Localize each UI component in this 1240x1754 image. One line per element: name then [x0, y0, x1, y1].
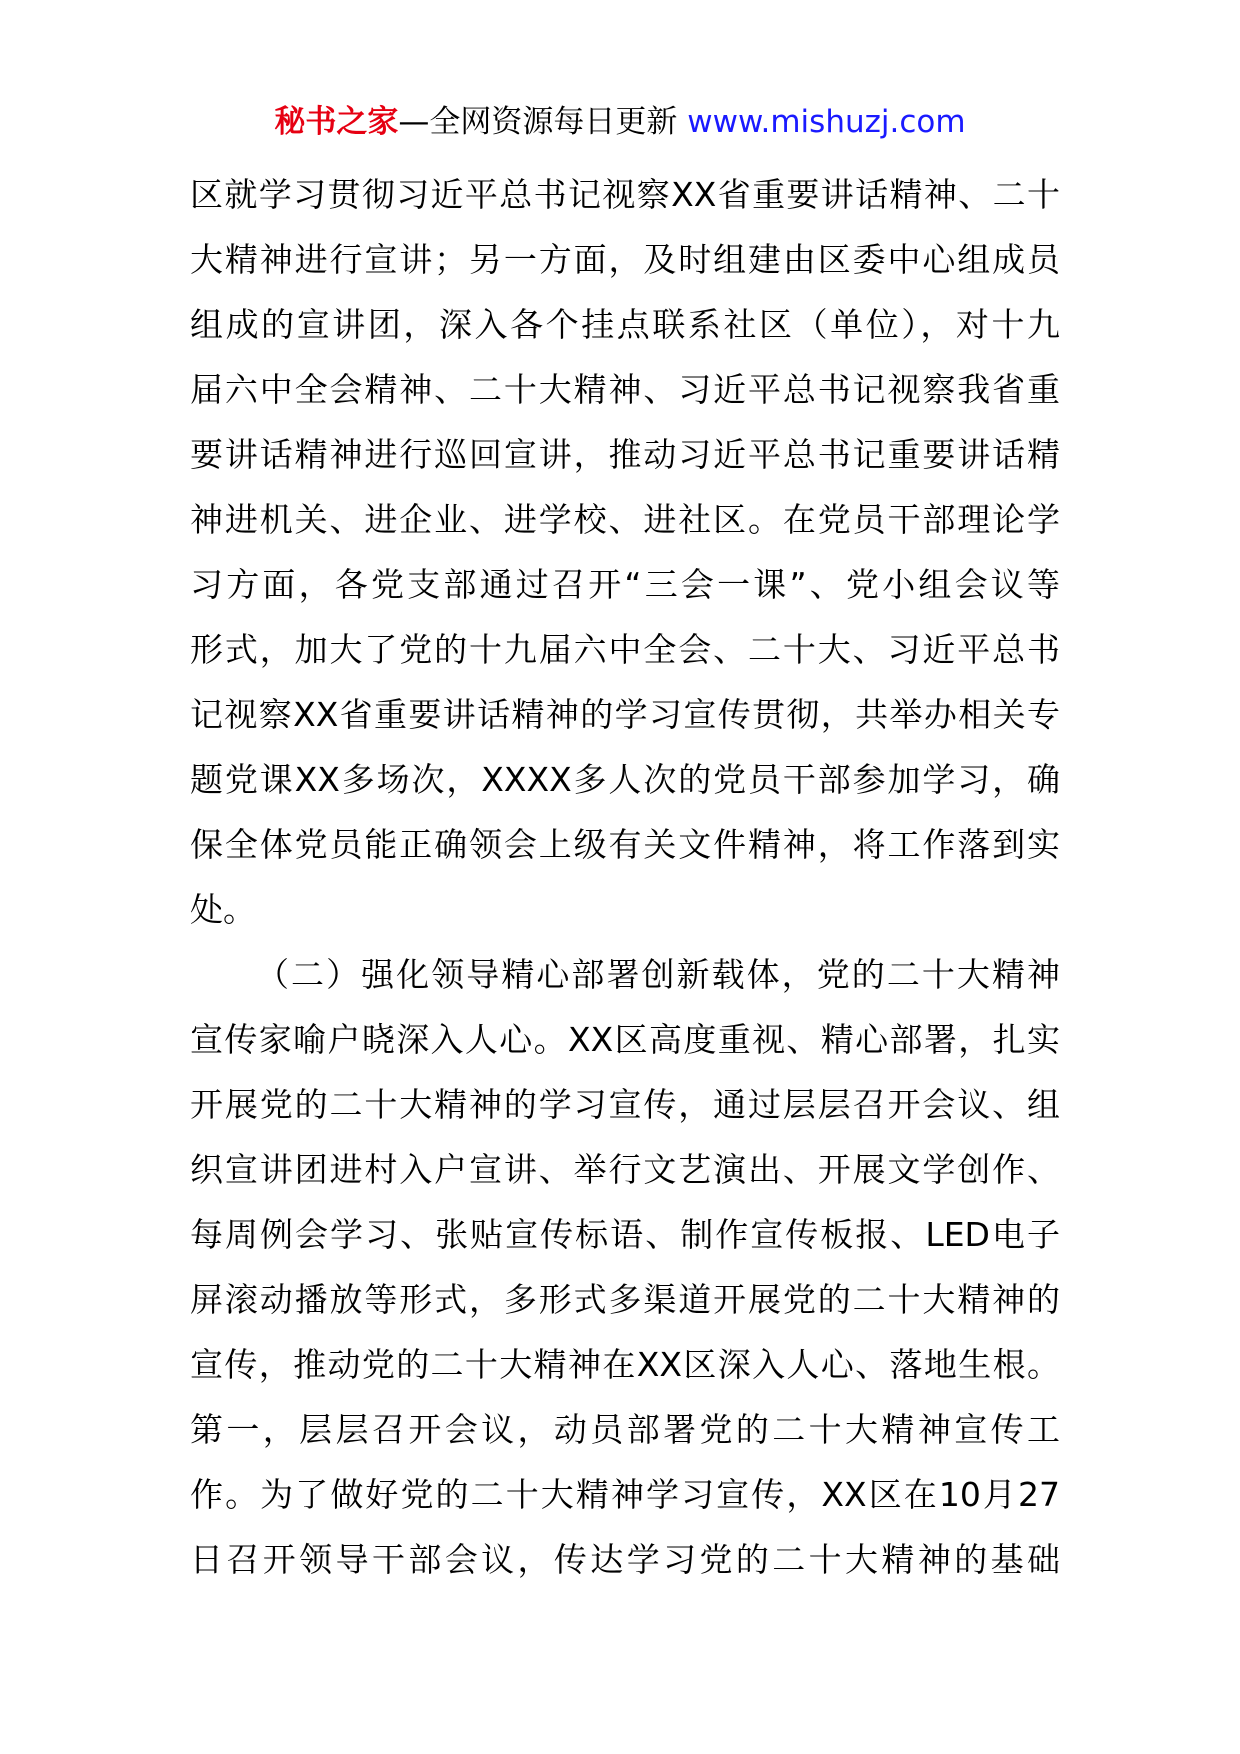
- text-line: 记视察XX省重要讲话精神的学习宣传贯彻，共举办相关专: [190, 695, 1060, 734]
- text-line: 屏滚动播放等形式，多形式多渠道开展党的二十大精神的: [190, 1280, 1060, 1319]
- header-tagline: —全网资源每日更新: [398, 104, 688, 140]
- text-line: 形式，加大了党的十九届六中全会、二十大、习近平总书: [190, 630, 1060, 669]
- page-header: [0, 100, 1240, 144]
- text-line: 题党课XX多场次，XXXX多人次的党员干部参加学习，确: [190, 760, 1060, 799]
- text-line: 要讲话精神进行巡回宣讲，推动习近平总书记重要讲话精: [190, 435, 1060, 474]
- text-line: 届六中全会精神、二十大精神、习近平总书记视察我省重: [190, 370, 1060, 409]
- section-heading-line: （二）强化领导精心部署创新载体，党的二十大精神: [256, 955, 1060, 994]
- text-line: 作。为了做好党的二十大精神学习宣传，XX区在10月27: [190, 1475, 1060, 1514]
- text-line: 每周例会学习、张贴宣传标语、制作宣传板报、LED电子: [190, 1215, 1060, 1254]
- text-line: 宣传家喻户晓深入人心。XX区高度重视、精心部署，扎实: [190, 1020, 1060, 1059]
- document-body: [190, 162, 1060, 1592]
- text-line: 神进机关、进企业、进学校、进社区。在党员干部理论学: [190, 500, 1060, 539]
- text-line: 大精神进行宣讲；另一方面，及时组建由区委中心组成员: [190, 240, 1060, 279]
- text-line: 第一，层层召开会议，动员部署党的二十大精神宣传工: [190, 1410, 1060, 1449]
- text-line: 习方面，各党支部通过召开“三会一课”、党小组会议等: [190, 565, 1060, 604]
- text-line: 开展党的二十大精神的学习宣传，通过层层召开会议、组: [190, 1085, 1060, 1124]
- text-line-paragraph-end: 处。: [190, 890, 256, 929]
- brand-name: 秘书之家: [274, 104, 399, 140]
- text-line: 织宣讲团进村入户宣讲、举行文艺演出、开展文学创作、: [190, 1150, 1060, 1189]
- text-line: 组成的宣讲团，深入各个挂点联系社区（单位），对十九: [190, 305, 1060, 344]
- site-url-link[interactable]: www.mishuzj.com: [687, 104, 966, 140]
- text-line: 区就学习贯彻习近平总书记视察XX省重要讲话精神、二十: [190, 175, 1060, 214]
- text-line: 保全体党员能正确领会上级有关文件精神，将工作落到实: [190, 825, 1060, 864]
- text-line: 日召开领导干部会议，传达学习党的二十大精神的基础: [190, 1540, 1060, 1579]
- text-line: 宣传，推动党的二十大精神在XX区深入人心、落地生根。: [190, 1345, 1060, 1384]
